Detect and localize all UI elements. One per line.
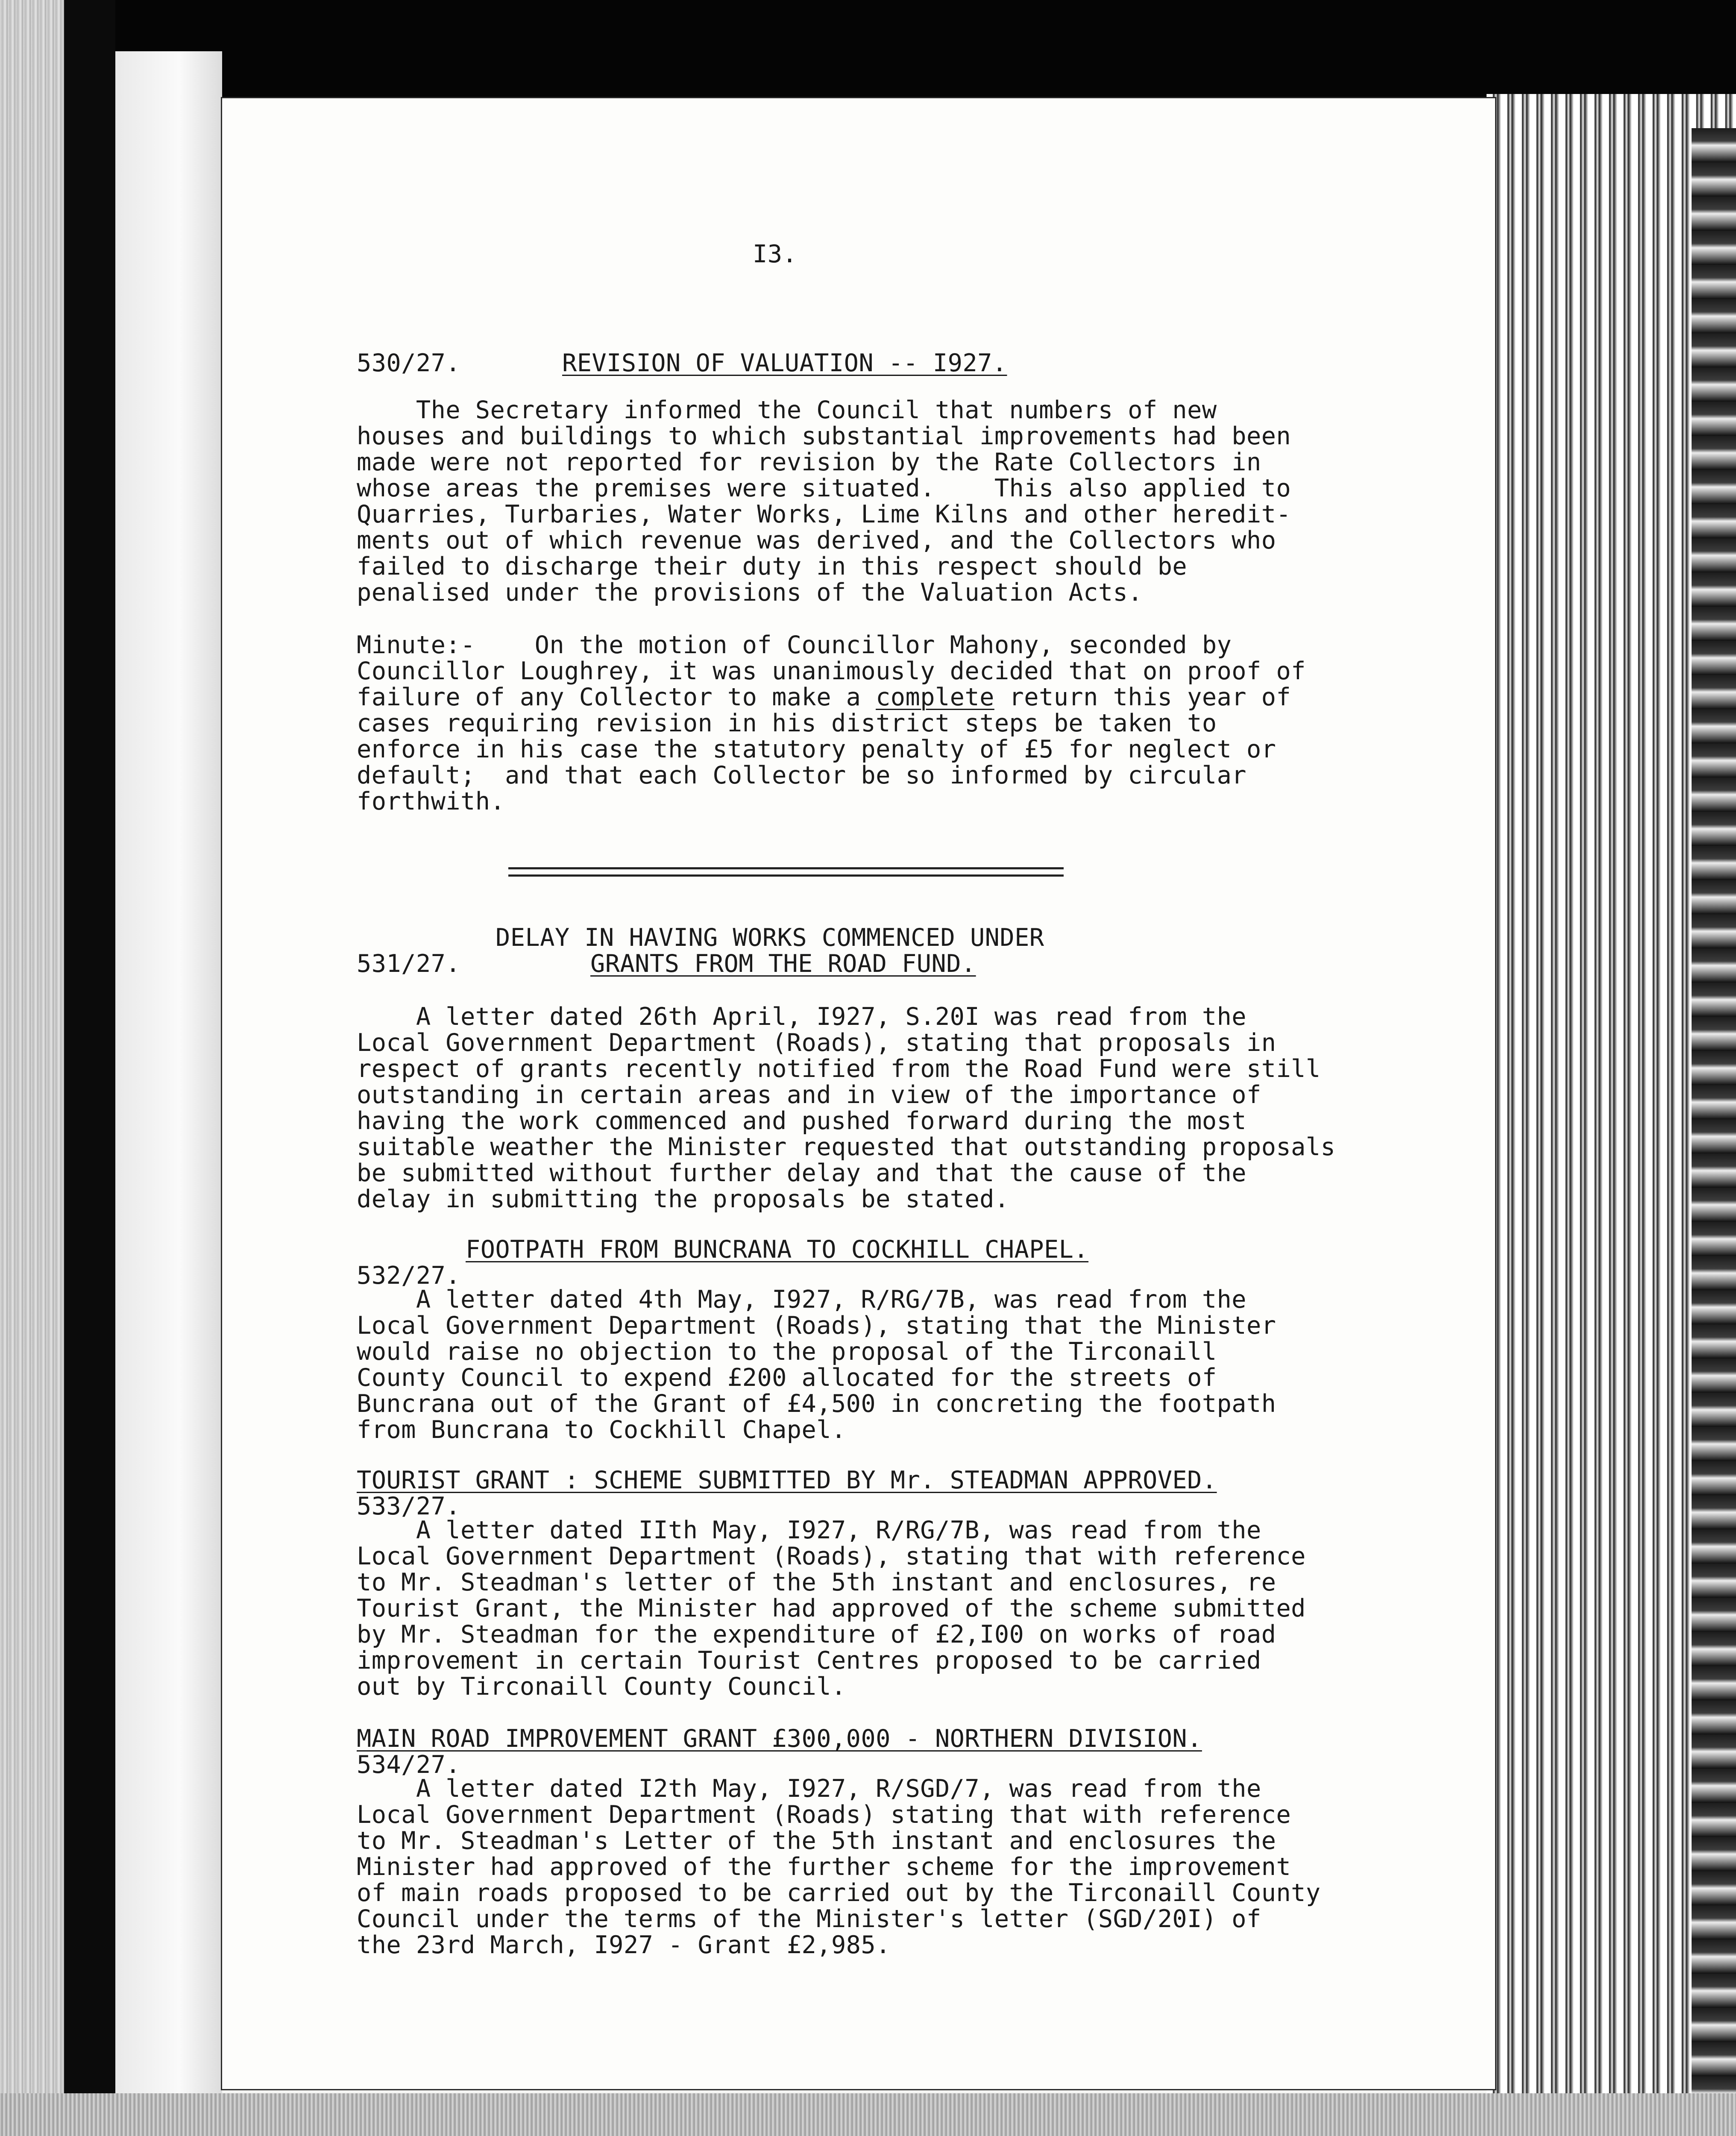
scan-left-border (0, 0, 64, 2136)
text-line: of main roads proposed to be carried out by the Tirconaill County (357, 1879, 1321, 1907)
text-line: failed to discharge their duty in this respect should be (357, 552, 1188, 581)
text-line: out by Tirconaill County Council. (357, 1672, 846, 1701)
section-531-title-line2: GRANTS FROM THE ROAD FUND. (590, 950, 976, 978)
minute-emphasis: complete (876, 683, 994, 711)
text-line: A letter dated 26th April, I927, S.20I was read from the (357, 1003, 1247, 1031)
minute-first-line: On the motion of Councillor Mahony, seconded by (475, 631, 1232, 659)
text-line: suitable weather the Minister requested that outstanding proposals (357, 1133, 1336, 1161)
section-533-number: 533/27. (357, 1492, 461, 1520)
section-532-title: FOOTPATH FROM BUNCRANA TO COCKHILL CHAPEL. (466, 1235, 1089, 1264)
text-line (357, 684, 1291, 710)
text-line: Local Government Department (Roads) stating that with reference (357, 1801, 1291, 1829)
text-line: improvement in certain Tourist Centres proposed to be carried (357, 1646, 1261, 1675)
scan-top-border (0, 0, 1736, 98)
section-531-number: 531/27. (357, 950, 461, 978)
text-line: be submitted without further delay and that the cause of the (357, 1159, 1247, 1187)
text-line: The Secretary informed the Council that numbers of new (357, 396, 1217, 424)
text-line: Buncrana out of the Grant of £4,500 in concreting the footpath (357, 1390, 1276, 1418)
text-line: would raise no objection to the proposal of the Tirconaill (357, 1338, 1217, 1366)
text-line: to Mr. Steadman's Letter of the 5th instant and enclosures the (357, 1827, 1276, 1855)
text-line: County Council to expend £200 allocated for the streets of (357, 1364, 1217, 1392)
text-line: Minister had approved of the further scheme for the improvement (357, 1853, 1291, 1881)
text-line: Quarries, Turbaries, Water Works, Lime Kilns and other heredit- (357, 500, 1291, 528)
text-line: Local Government Department (Roads), stating that with reference (357, 1542, 1306, 1570)
text-line: from Buncrana to Cockhill Chapel. (357, 1416, 846, 1444)
section-534-number: 534/27. (357, 1751, 461, 1779)
text-line: houses and buildings to which substantial improvements had been (357, 422, 1291, 450)
text-line: cases requiring revision in his district steps be taken to (357, 709, 1217, 737)
section-533-title: TOURIST GRANT : SCHEME SUBMITTED BY Mr. STEADMAN APPROVED. (357, 1466, 1217, 1494)
facing-page-edge (115, 51, 222, 2136)
text-line: A letter dated I2th May, I927, R/SGD/7, was read from the (357, 1775, 1261, 1803)
section-530-number: 530/27. (357, 349, 461, 377)
section-divider (508, 867, 1064, 877)
text-line: outstanding in certain areas and in view of the importance of (357, 1081, 1261, 1109)
text-line: made were not reported for revision by the Rate Collectors in (357, 448, 1261, 476)
text-line: to Mr. Steadman's letter of the 5th instant and enclosures, re (357, 1568, 1276, 1596)
text-line: A letter dated IIth May, I927, R/RG/7B, was read from the (357, 1516, 1261, 1544)
minute-label-text: Minute:- (357, 631, 475, 659)
text-line: Councillor Loughrey, it was unanimously decided that on proof of (357, 657, 1306, 685)
minute-text-pre: failure of any Collector to make a (357, 683, 876, 711)
text-line: Local Government Department (Roads), stating that proposals in (357, 1029, 1276, 1057)
page-stack-shadow (1692, 128, 1736, 2136)
text-line: A letter dated 4th May, I927, R/RG/7B, was read from the (357, 1285, 1247, 1314)
text-line: ments out of which revenue was derived, and the Collectors who (357, 526, 1276, 555)
section-532-number: 532/27. (357, 1262, 461, 1290)
text-line: default; and that each Collector be so informed by circular (357, 761, 1247, 789)
text-line: Local Government Department (Roads), stating that the Minister (357, 1312, 1276, 1340)
section-530-title: REVISION OF VALUATION -- I927. (562, 349, 1007, 377)
text-line: delay in submitting the proposals be stated. (357, 1185, 1009, 1213)
section-531-title-line1: DELAY IN HAVING WORKS COMMENCED UNDER (496, 924, 1044, 952)
text-line: respect of grants recently notified from the Road Fund were still (357, 1055, 1321, 1083)
page-number: I3. (753, 240, 798, 268)
scan-bottom-border (0, 2093, 1736, 2136)
binding-shadow (64, 0, 115, 2136)
text-line: by Mr. Steadman for the expenditure of £2,I00 on works of road (357, 1620, 1276, 1649)
text-line: forthwith. (357, 787, 505, 816)
minute-text-post: return this year of (994, 683, 1291, 711)
text-line: penalised under the provisions of the Valuation Acts. (357, 578, 1143, 607)
text-line: having the work commenced and pushed forward during the most (357, 1107, 1247, 1135)
text-line: enforce in his case the statutory penalty of £5 for neglect or (357, 735, 1276, 763)
section-534-title: MAIN ROAD IMPROVEMENT GRANT £300,000 - NORTHERN DIVISION. (357, 1725, 1202, 1753)
text-line: Tourist Grant, the Minister had approved of the scheme submitted (357, 1594, 1306, 1623)
text-line: the 23rd March, I927 - Grant £2,985. (357, 1931, 891, 1959)
minute-label (357, 632, 1232, 658)
text-line: Council under the terms of the Minister's letter (SGD/20I) of (357, 1905, 1261, 1933)
text-line: whose areas the premises were situated. This also applied to (357, 474, 1291, 502)
